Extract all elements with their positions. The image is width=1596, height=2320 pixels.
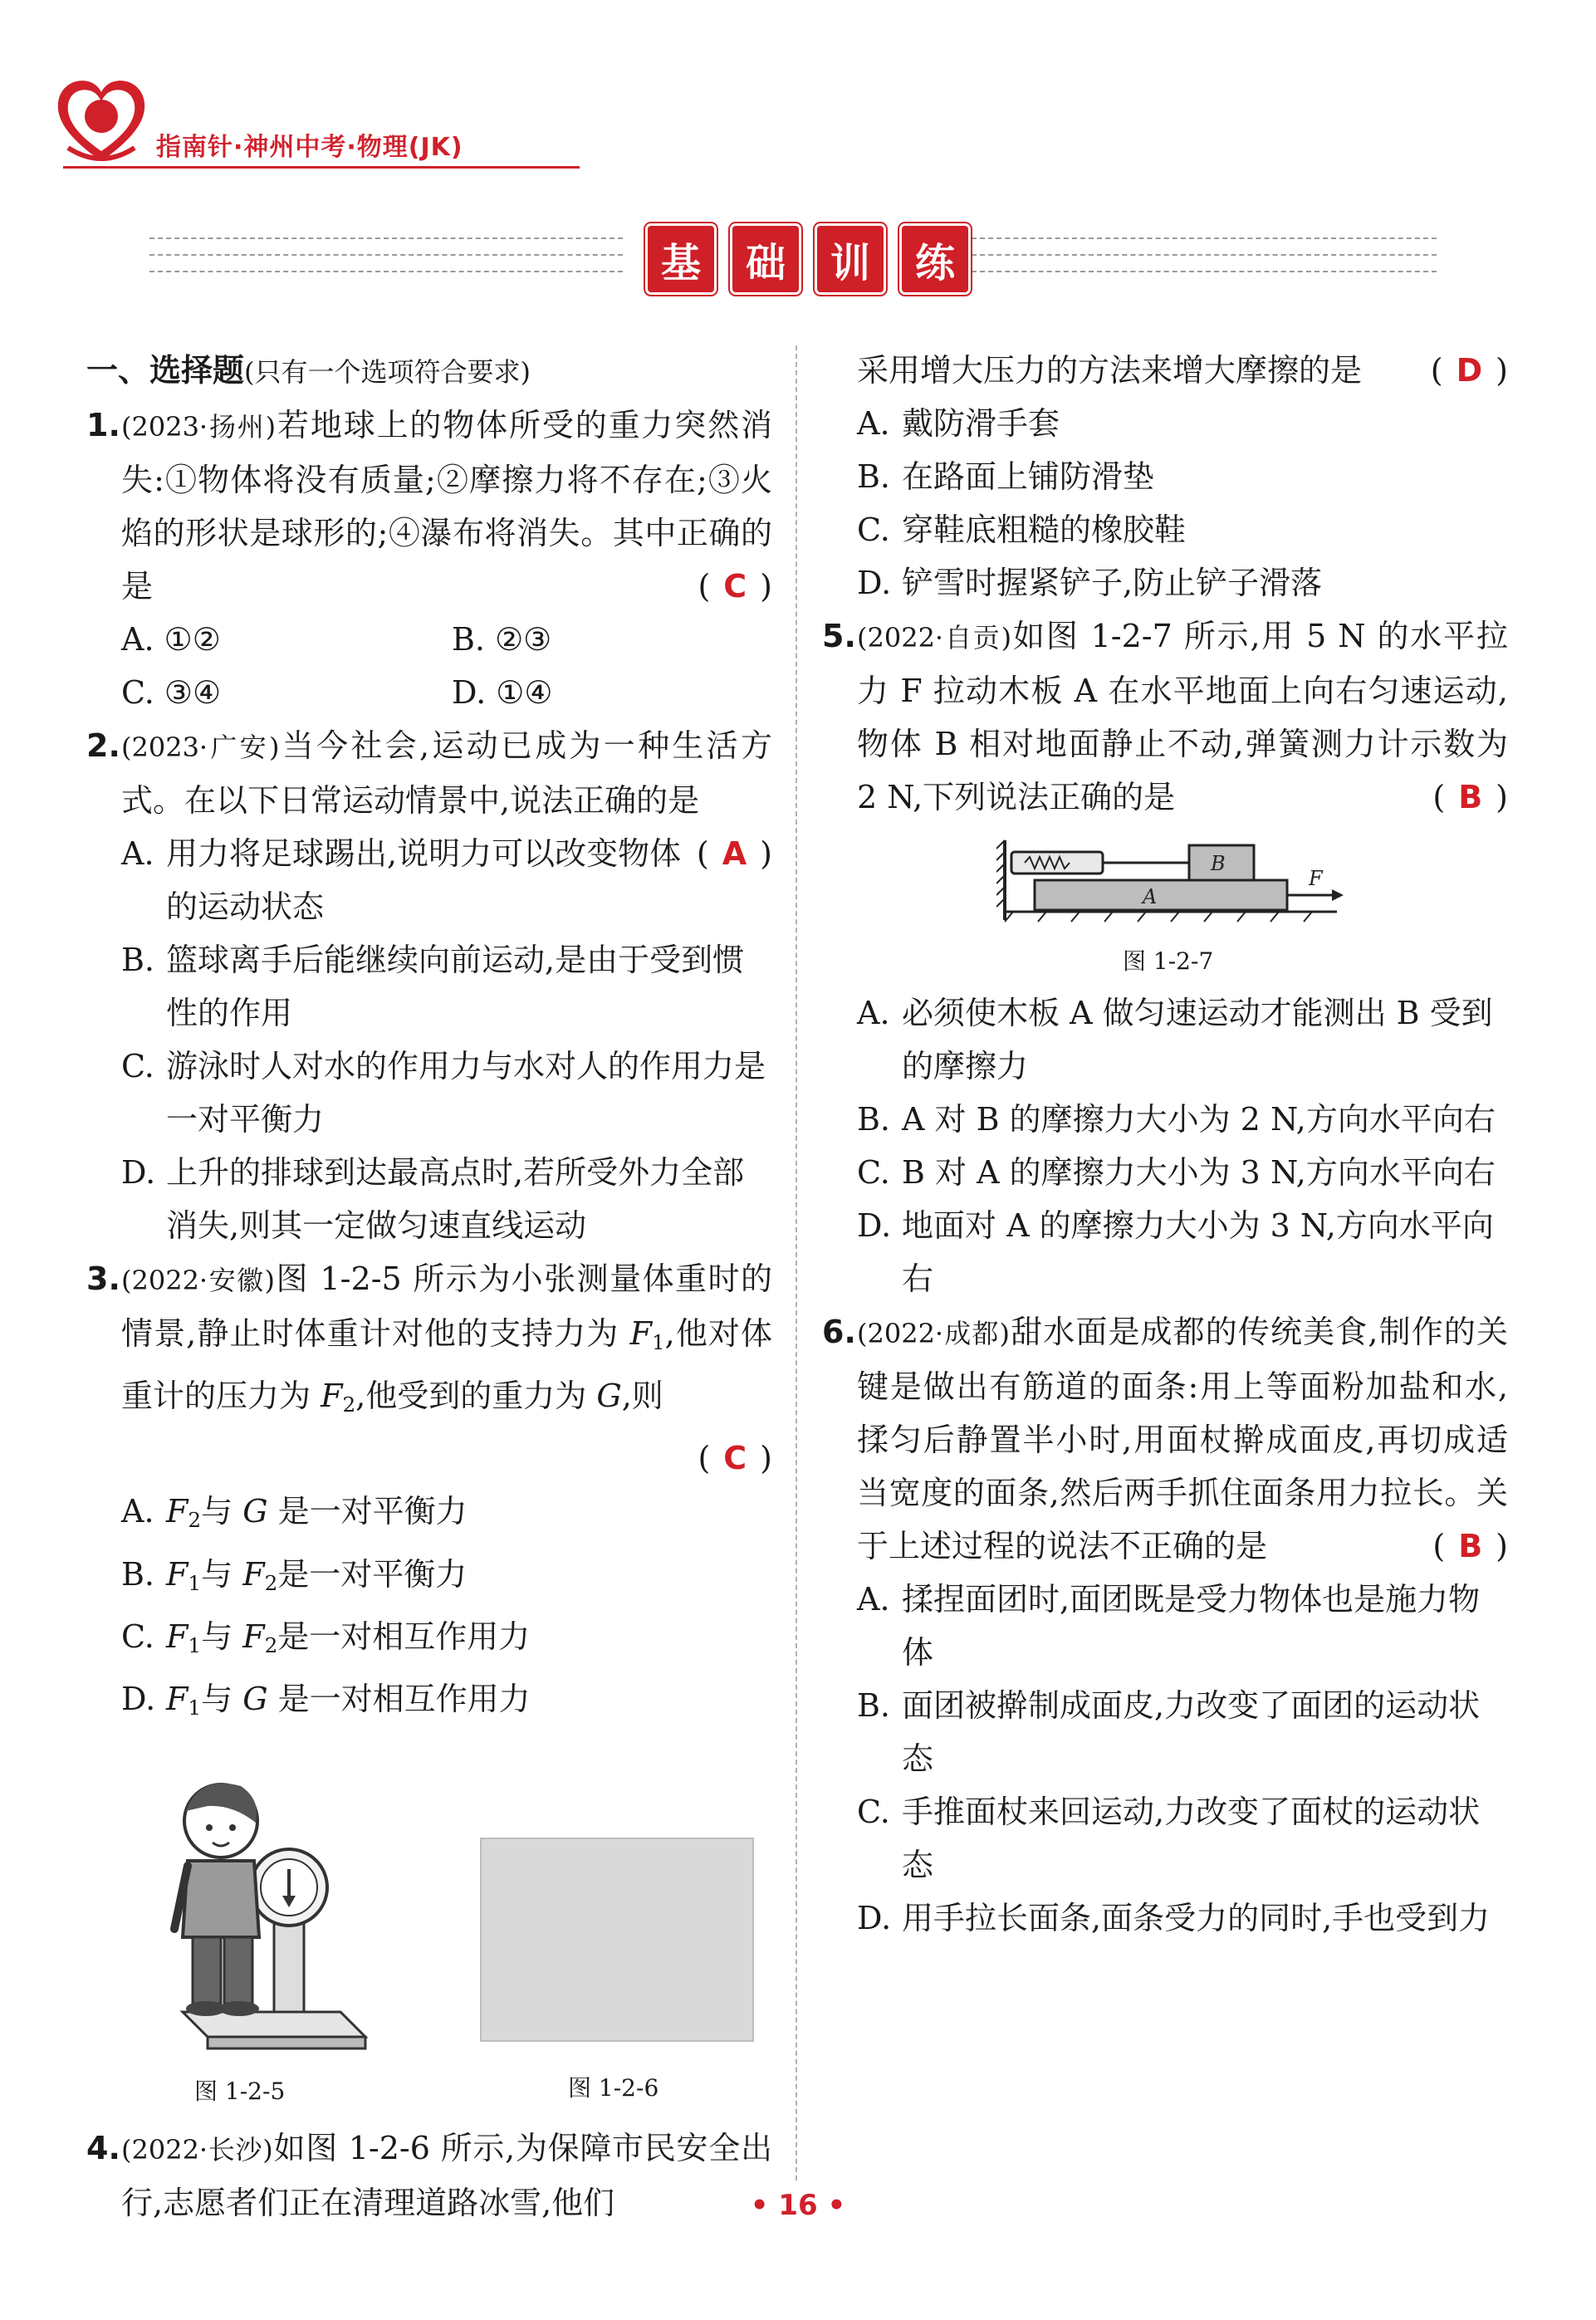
label-A: A bbox=[1143, 885, 1158, 908]
section-title: 一、选择题(只有一个选项符合要求) bbox=[86, 352, 531, 389]
question-source: (2022·长沙) bbox=[121, 2134, 273, 2166]
right-column bbox=[822, 344, 1508, 1945]
question-stem: (2023·广安)当今社会,运动已成为一种生活方式。在以下日常运动情景中,说法正确的是 ( A ) bbox=[121, 719, 772, 827]
option: D. $F_1$与 G 是一对相互作用力 bbox=[121, 1680, 531, 1720]
header-divider bbox=[63, 166, 580, 169]
answer-box: ( C ) bbox=[121, 1432, 772, 1485]
answer-box: ( A ) bbox=[696, 835, 772, 872]
option: A. 揉捏面团时,面团既是受力物体也是施力物体 bbox=[857, 1581, 1481, 1671]
option: C. $F_1$与 $F_2$是一对相互作用力 bbox=[121, 1618, 531, 1657]
option: C. ③④ bbox=[121, 674, 222, 711]
figure-1-2-7 bbox=[822, 824, 1508, 986]
spring-balance-apparatus-diagram bbox=[996, 837, 1345, 930]
banner-char: 基 bbox=[648, 226, 714, 292]
answer-box: ( D ) bbox=[1430, 352, 1508, 389]
label-B: B bbox=[1211, 852, 1226, 875]
banner-dash-line bbox=[972, 237, 1437, 239]
question-number: 4. bbox=[86, 2130, 120, 2167]
series-title: 指南针·神州中考·物理(JK) bbox=[156, 133, 463, 162]
question-source: (2022·安徽) bbox=[121, 1265, 275, 1296]
option: D. 铲雪时握紧铲子,防止铲子滑落 bbox=[857, 565, 1323, 601]
question-stem: (2022·长沙)如图 1-2-6 所示,为保障市民安全出行,志愿者们正在清理道路冰雪,他们 bbox=[121, 2130, 772, 2222]
option: B. ②③ bbox=[452, 621, 552, 658]
option: D. 用手拉长面条,面条受力的同时,手也受到力 bbox=[857, 1900, 1491, 1936]
option: B. 在路面上铺防滑垫 bbox=[857, 458, 1155, 495]
option: A. 必须使木板 A 做匀速运动才能测出 B 受到的摩擦力 bbox=[857, 995, 1493, 1084]
question-number: 3. bbox=[86, 1260, 120, 1297]
question-number: 6. bbox=[822, 1314, 856, 1350]
question-number: 1. bbox=[86, 407, 120, 443]
column-divider bbox=[796, 345, 797, 2181]
option: D. ①④ bbox=[452, 674, 553, 711]
answer-letter: B bbox=[1458, 1528, 1483, 1564]
answer-letter: C bbox=[723, 1440, 747, 1477]
question-5 bbox=[822, 609, 1508, 824]
banner-dash-line bbox=[972, 271, 1437, 272]
option: C. 游泳时人对水的作用力与水对人的作用力是一对平衡力 bbox=[121, 1048, 766, 1138]
question-6 bbox=[822, 1305, 1508, 1573]
option: C. 穿鞋底粗糙的橡胶鞋 bbox=[857, 511, 1187, 548]
question-source: (2022·成都) bbox=[857, 1318, 1010, 1349]
question-stem: (2022·成都)甜水面是成都的传统美食,制作的关键是做出有筋道的面条:用上等面粉加盐和水,揉匀后静置半小时,用面杖擀成面皮,再切成适当宽度的面条,然后两手抓住面条用力拉长。关于上述过程的说法不正确的是 ( B ) bbox=[857, 1305, 1508, 1573]
page-number: • 16 • bbox=[750, 2189, 846, 2222]
answer-letter: A bbox=[722, 835, 747, 872]
question-2 bbox=[86, 719, 772, 872]
banner-dash-line bbox=[149, 271, 623, 272]
figure-caption: 图 1-2-5 bbox=[194, 2078, 286, 2106]
answer-box: ( B ) bbox=[1432, 779, 1508, 815]
banner-dash-line bbox=[149, 254, 623, 256]
banner-dash-line bbox=[972, 254, 1437, 256]
option: B. 面团被擀制成面皮,力改变了面团的运动状态 bbox=[857, 1687, 1481, 1777]
question-source: (2022·自贡) bbox=[857, 622, 1012, 653]
banner-char: 训 bbox=[817, 226, 884, 292]
option: A. ①② bbox=[121, 621, 221, 658]
figure-row bbox=[86, 1735, 772, 2122]
question-number: 5. bbox=[822, 618, 856, 654]
banner-dash-line bbox=[149, 237, 623, 239]
road-ice-photo bbox=[480, 1838, 754, 2042]
left-column bbox=[86, 344, 772, 2229]
question-stem: (2023·扬州)若地球上的物体所受的重力突然消失:①物体将没有质量;②摩擦力将不存在;③火焰的形状是球形的;④瀑布将消失。其中正确的是 ( C ) bbox=[121, 399, 772, 613]
answer-box: ( C ) bbox=[698, 568, 772, 604]
banner-char: 练 bbox=[902, 226, 968, 292]
option: B. 篮球离手后能继续向前运动,是由于受到惯性的作用 bbox=[121, 942, 745, 1031]
question-stem: 采用增大压力的方法来增大摩擦的是 ( D ) bbox=[857, 344, 1508, 397]
question-source: (2023·扬州) bbox=[121, 411, 277, 443]
option: C. B 对 A 的摩擦力大小为 3 N,方向水平向右 bbox=[857, 1154, 1496, 1191]
answer-box: ( B ) bbox=[1432, 1528, 1508, 1564]
option: A. 戴防滑手套 bbox=[857, 405, 1060, 442]
section-note: (只有一个选项符合要求) bbox=[244, 356, 531, 388]
answer-letter: C bbox=[723, 568, 747, 604]
label-F: F bbox=[1309, 867, 1323, 890]
option: A. 用力将足球踢出,说明力可以改变物体的运动状态 bbox=[121, 835, 682, 925]
option: C. 手推面杖来回运动,力改变了面杖的运动状态 bbox=[857, 1794, 1481, 1883]
option: D. 地面对 A 的摩擦力大小为 3 N,方向水平向右 bbox=[857, 1207, 1494, 1297]
question-stem: (2022·安徽)图 1-2-5 所示为小张测量体重时的情景,静止时体重计对他的支持力为 $F_1$,他对体重计的压力为 $F_2$,他受到的重力为 G,则 bbox=[121, 1260, 772, 1417]
question-4-continued bbox=[822, 344, 1508, 397]
answer-letter: D bbox=[1456, 352, 1483, 389]
question-1 bbox=[86, 399, 772, 613]
option: B. $F_1$与 $F_2$是一对平衡力 bbox=[121, 1555, 468, 1595]
option: D. 上升的排球到达最高点时,若所受外力全部消失,则其一定做匀速直线运动 bbox=[121, 1154, 745, 1244]
question-stem: (2022·自贡)如图 1-2-7 所示,用 5 N 的水平拉力 F 拉动木板 A 在水平地面上向右匀速运动,物体 B 相对地面静止不动,弹簧测力计示数为 2 N,下列说法正确的是 ( B ) bbox=[857, 609, 1508, 824]
boy-on-scale-illustration bbox=[149, 1763, 382, 2067]
question-number: 2. bbox=[86, 727, 120, 764]
heart-logo-icon bbox=[51, 71, 151, 171]
option: A. $F_2$与 G 是一对平衡力 bbox=[121, 1493, 468, 1533]
question-source: (2023·广安) bbox=[121, 732, 280, 763]
option: B. A 对 B 的摩擦力大小为 2 N,方向水平向右 bbox=[857, 1101, 1496, 1138]
section-banner bbox=[648, 226, 968, 292]
answer-letter: B bbox=[1458, 779, 1483, 815]
options-grid bbox=[86, 613, 772, 719]
figure-caption: 图 1-2-6 bbox=[568, 2074, 659, 2102]
figure-caption: 图 1-2-7 bbox=[1123, 947, 1214, 975]
banner-char: 础 bbox=[732, 226, 799, 292]
question-3 bbox=[86, 1252, 772, 1485]
